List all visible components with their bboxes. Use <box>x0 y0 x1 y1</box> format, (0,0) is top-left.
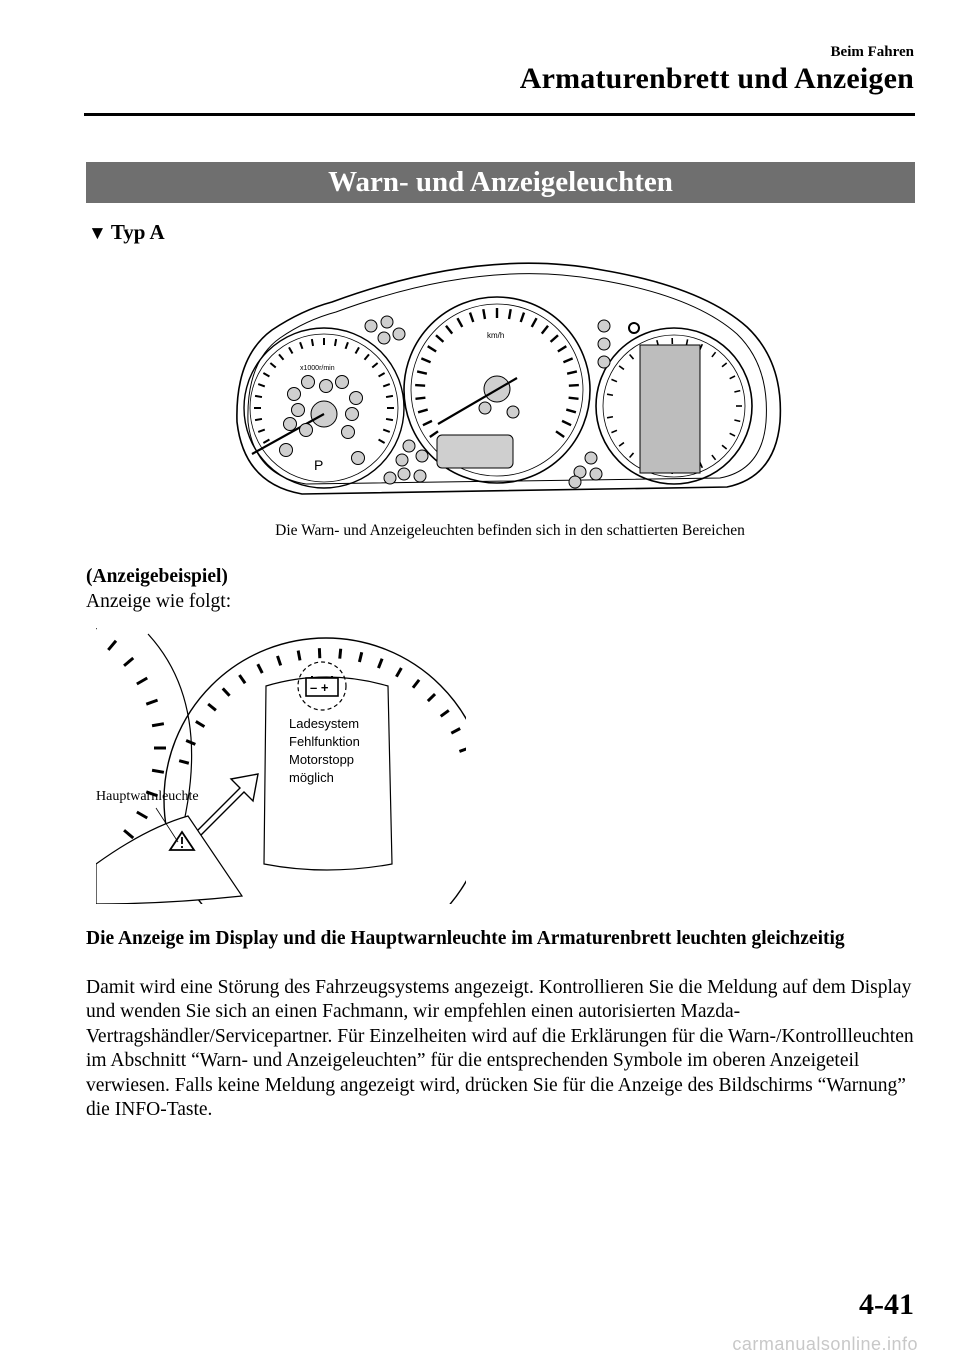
info-tick <box>630 355 634 360</box>
speed-tick <box>415 385 425 386</box>
warning-lamp <box>292 404 305 417</box>
display-line-3: Motorstopp <box>289 752 355 767</box>
triangle-marker-icon: ▼ <box>88 223 107 244</box>
speed-tick <box>423 421 432 425</box>
display-gauge-tick <box>277 656 280 665</box>
display-gauge-tick <box>258 664 262 673</box>
speed-unit: km/h <box>487 331 505 340</box>
bold-paragraph: Die Anzeige im Display und die Hauptwarnleuchte im Armaturenbrett leuchten gleichzeitig <box>86 928 845 949</box>
warning-lamp <box>350 392 363 405</box>
tach-tick <box>279 354 283 359</box>
info-display-gauge <box>596 328 752 484</box>
display-gauge-tick <box>186 740 195 744</box>
tach-tick <box>263 440 269 444</box>
info-tick <box>712 455 716 460</box>
speedometer-arc <box>148 634 192 846</box>
info-tick <box>730 433 735 436</box>
speed-tick <box>428 346 436 351</box>
page-number: 4-41 <box>859 1288 914 1321</box>
warning-lamp <box>288 388 301 401</box>
speed-tick <box>569 385 579 386</box>
speedometer-tick <box>137 812 147 818</box>
display-gauge-tick <box>208 704 216 710</box>
speed-tick <box>542 326 548 334</box>
speed-tick <box>446 326 452 334</box>
display-gauge-tick <box>428 694 435 701</box>
speedometer <box>404 297 590 483</box>
speed-tick <box>483 309 485 319</box>
speed-tick <box>457 318 462 327</box>
speed-tick <box>567 371 577 373</box>
tach-tick <box>386 419 393 420</box>
speed-tick <box>421 358 430 362</box>
speedometer-tick <box>137 678 147 684</box>
tach-tick <box>270 363 275 367</box>
speed-tick <box>551 335 558 342</box>
tach-tick <box>383 384 390 386</box>
display-gauge-tick <box>196 721 205 726</box>
display-line-2: Fehlfunktion <box>289 734 360 749</box>
speedometer-tick <box>152 724 164 726</box>
info-tick <box>712 352 716 357</box>
display-gauge-tick <box>298 651 300 661</box>
speedometer-tick <box>124 658 133 666</box>
warning-lamp <box>302 376 315 389</box>
example-heading: (Anzeigebeispiel) <box>86 566 228 587</box>
tach-tick <box>312 339 313 346</box>
speed-tick <box>415 398 425 399</box>
display-gauge-tick <box>340 649 341 659</box>
speed-tick <box>509 309 511 319</box>
speed-tick <box>417 371 427 373</box>
tach-tick <box>346 342 348 349</box>
figure1-caption: Die Warn- und Anzeigeleuchten befinden sich in den schattierten Bereichen <box>275 522 745 539</box>
speed-tick <box>562 421 571 425</box>
section-title: Armaturenbrett und Anzeigen <box>519 62 914 95</box>
tach-tick <box>263 373 269 377</box>
warning-lamp <box>284 418 297 431</box>
speed-tick <box>436 335 443 342</box>
body-paragraph: Damit wird eine Störung des Fahrzeugsystems angezeigt. Kontrollieren Sie die Meldung auf dem Display und wenden Sie sich an einen Fachmann, wir empfehlen einen autorisierten Mazda-Vertragshändler/Servicepartner. Für Einzelheiten wird auf die Erklärungen für die Warn-/Kontrollleuchten im Abschnitt “Warn- und Anzeigeleuchten” für die entsprechenden Symbole im oberen Anzeigeteil verwiesen. Falls keine Meldung angezeigt wird, drücken Sie für die Anzeige des Bildschirms “Warnung” die INFO-Taste. <box>86 977 914 1121</box>
header-rule <box>84 113 915 116</box>
speed-tick <box>563 358 572 362</box>
tach-tick <box>255 419 262 420</box>
info-tick <box>630 453 634 458</box>
master-warning-lamp-housing <box>96 816 242 904</box>
tach-tick <box>383 430 390 432</box>
arrow-icon <box>194 774 258 838</box>
warning-lamp <box>346 408 359 421</box>
tach-tick <box>379 440 385 444</box>
type-heading <box>88 220 165 245</box>
speed-tick <box>556 431 564 437</box>
display-gauge-tick <box>359 652 361 662</box>
speed-tick <box>569 398 579 399</box>
display-gauge-tick <box>413 680 419 688</box>
speed-tick <box>418 410 428 413</box>
battery-symbol: – + <box>310 680 329 695</box>
info-tick <box>619 366 624 370</box>
watermark: carmanualsonline.info <box>732 1334 918 1354</box>
tach-tick <box>386 396 393 397</box>
display-line-1: Ladesystem <box>289 716 360 731</box>
display-gauge-tick <box>239 675 245 683</box>
gear-indicator: P <box>314 457 324 473</box>
info-tick <box>619 443 624 447</box>
display-line-4: möglich <box>289 770 334 785</box>
tach-tick <box>300 342 302 349</box>
warning-lamp <box>300 424 313 437</box>
speed-tick <box>470 313 473 322</box>
info-tick <box>730 376 735 379</box>
info-tick <box>607 394 613 395</box>
info-tick <box>734 420 740 421</box>
warning-lamp <box>352 452 365 465</box>
info-tick <box>722 445 727 449</box>
tach-tick <box>255 396 262 397</box>
tach-tick <box>364 354 368 359</box>
display-gauge-tick <box>179 761 189 764</box>
warning-lamp <box>342 426 355 439</box>
speedometer-tick <box>108 641 116 650</box>
display-example-figure <box>96 628 466 904</box>
master-warning-callout: Hauptwarnleuchte <box>96 789 199 804</box>
display-gauge-tick <box>223 688 230 695</box>
speed-tick <box>558 346 566 351</box>
display-gauge-tick <box>451 729 460 734</box>
warning-lamp <box>320 380 333 393</box>
rpm-unit: x1000r/min <box>300 365 335 372</box>
speed-tick <box>566 410 576 413</box>
instrument-cluster-figure <box>232 262 784 506</box>
speed-tick <box>532 318 537 327</box>
tachometer <box>244 328 404 488</box>
tach-tick <box>258 430 265 432</box>
chapter-title: Beim Fahren <box>830 44 914 60</box>
info-tick <box>607 417 613 418</box>
display-gauge-tick <box>459 748 466 751</box>
speed-tick <box>430 431 438 437</box>
display-message <box>289 716 360 785</box>
tach-tick <box>289 347 293 353</box>
speedometer-tick <box>124 830 133 838</box>
info-tick <box>722 363 727 367</box>
speedometer-tick <box>146 700 157 704</box>
info-tick <box>734 391 740 392</box>
warning-lamp <box>336 376 349 389</box>
display-gauge-tick <box>441 710 449 716</box>
tach-tick <box>258 384 265 386</box>
tach-tick <box>356 347 360 353</box>
section-banner: Warn- und Anzeigeleuchten <box>86 162 915 203</box>
speedometer-tick <box>152 770 164 772</box>
type-label: Typ A <box>110 220 165 244</box>
example-intro: Anzeige wie folgt: <box>86 591 232 612</box>
display-gauge-tick <box>396 668 401 677</box>
tach-tick <box>372 363 377 367</box>
speed-tick <box>521 313 524 322</box>
tach-tick <box>379 373 385 377</box>
info-tick <box>611 430 617 432</box>
display-gauge-tick <box>378 659 382 668</box>
info-tick <box>611 379 617 381</box>
info-tick <box>686 339 687 345</box>
tach-tick <box>335 339 336 346</box>
warning-lamp <box>280 444 293 457</box>
